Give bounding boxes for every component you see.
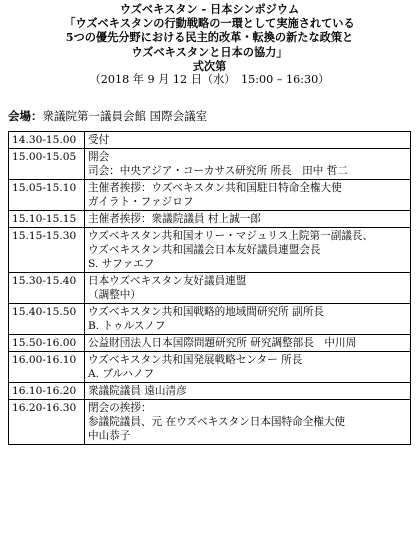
schedule-description-line: 主催者挨拶：ウズベキスタン共和国駐日特命全権大使 (88, 182, 342, 194)
schedule-row (9, 400, 411, 445)
schedule-description-line: A. ブルハノフ (88, 368, 155, 380)
schedule-description (85, 335, 411, 352)
schedule-description-line: 閉会の挨拶： (88, 402, 152, 414)
schedule-row (9, 304, 411, 335)
schedule-description-line: ウズベキスタン共和国オリー・マジュリス上院第一副議長、 (88, 230, 374, 242)
schedule-description-line: 受付 (88, 134, 110, 146)
schedule-row (9, 273, 411, 304)
schedule-description-line: 司会：中央アジア・コーカサス研究所 所長 田中 哲二 (88, 165, 348, 177)
schedule-description-line: S. サファエフ (88, 258, 155, 270)
schedule-description (85, 400, 411, 445)
program-label: 式次第 (192, 58, 227, 73)
venue-value: 衆議院第一議員会館 国際会議室 (42, 109, 208, 123)
schedule-table (8, 131, 411, 445)
schedule-description-line: ウズベキスタン共和国議会日本友好議員連盟会長 (88, 244, 321, 256)
schedule-time: 15.30-15.40 (9, 273, 85, 304)
schedule-description (85, 273, 411, 304)
schedule-time: 15.15-15.30 (9, 228, 85, 273)
schedule-row (9, 352, 411, 383)
schedule-description-line: ガイラト・ファジロフ (88, 196, 194, 208)
schedule-description-line: 公益財団法人日本国際問題研究所 研究調整部長 中川周 (88, 337, 357, 349)
schedule-row (9, 383, 411, 400)
schedule-description-line: 衆議院議員 遠山清彦 (88, 385, 187, 397)
schedule-description-line: （調整中） (88, 289, 141, 301)
schedule-row (9, 132, 411, 149)
schedule-time: 15.10-15.15 (9, 211, 85, 228)
schedule-row (9, 228, 411, 273)
schedule-description (85, 180, 411, 211)
schedule-description-line: 参議院議員、元 在ウズベキスタン日本国特命全権大使 (88, 416, 346, 428)
schedule-description (85, 132, 411, 149)
schedule-time: 15.50-16.00 (9, 335, 85, 352)
schedule-description-line: ウズベキスタン共和国戦略的地域間研究所 副所長 (88, 306, 324, 318)
venue (8, 108, 207, 124)
schedule-time: 16.20-16.30 (9, 400, 85, 445)
schedule-row (9, 211, 411, 228)
venue-label: 会場： (8, 109, 43, 123)
document-title: ウズベキスタン - 日本シンポジウム (119, 2, 300, 16)
schedule-description (85, 228, 411, 273)
schedule-row (9, 335, 411, 352)
document-subtitle-line-1: 「ウズベキスタンの行動戦略の一環として実施されている (64, 16, 355, 31)
schedule-description (85, 352, 411, 383)
document-header (0, 0, 419, 87)
schedule-description-line: 中山恭子 (88, 430, 131, 442)
schedule-time: 16.10-16.20 (9, 383, 85, 400)
schedule-time: 14.30-15.00 (9, 132, 85, 149)
schedule-description-line: 主催者挨拶：衆議院議員 村上誠一郎 (88, 213, 261, 225)
schedule-description (85, 211, 411, 228)
document-subtitle-line-3: ウズベキスタンと日本の協力」 (131, 44, 288, 59)
schedule-time: 15.00-15.05 (9, 149, 85, 180)
schedule-time: 15.05-15.10 (9, 180, 85, 211)
schedule-time: 16.00-16.10 (9, 352, 85, 383)
schedule-description-line: 日本ウズベキスタン友好議員連盟 (88, 275, 247, 287)
schedule-description-line: B. トゥルスノフ (88, 320, 166, 332)
event-date: （2018 年 9 月 12 日（水） 15:00 – 16:30） (89, 73, 330, 87)
document-subtitle-line-2: 5つの優先分野における民主的改革・転換の新たな政策と (65, 30, 354, 45)
schedule-time: 15.40-15.50 (9, 304, 85, 335)
schedule-description (85, 304, 411, 335)
schedule-row (9, 180, 411, 211)
schedule-description (85, 149, 411, 180)
schedule-description (85, 383, 411, 400)
schedule-description-line: 開会 (88, 151, 110, 163)
schedule-description-line: ウズベキスタン共和国発展戦略センター 所長 (88, 354, 303, 366)
schedule-row (9, 149, 411, 180)
